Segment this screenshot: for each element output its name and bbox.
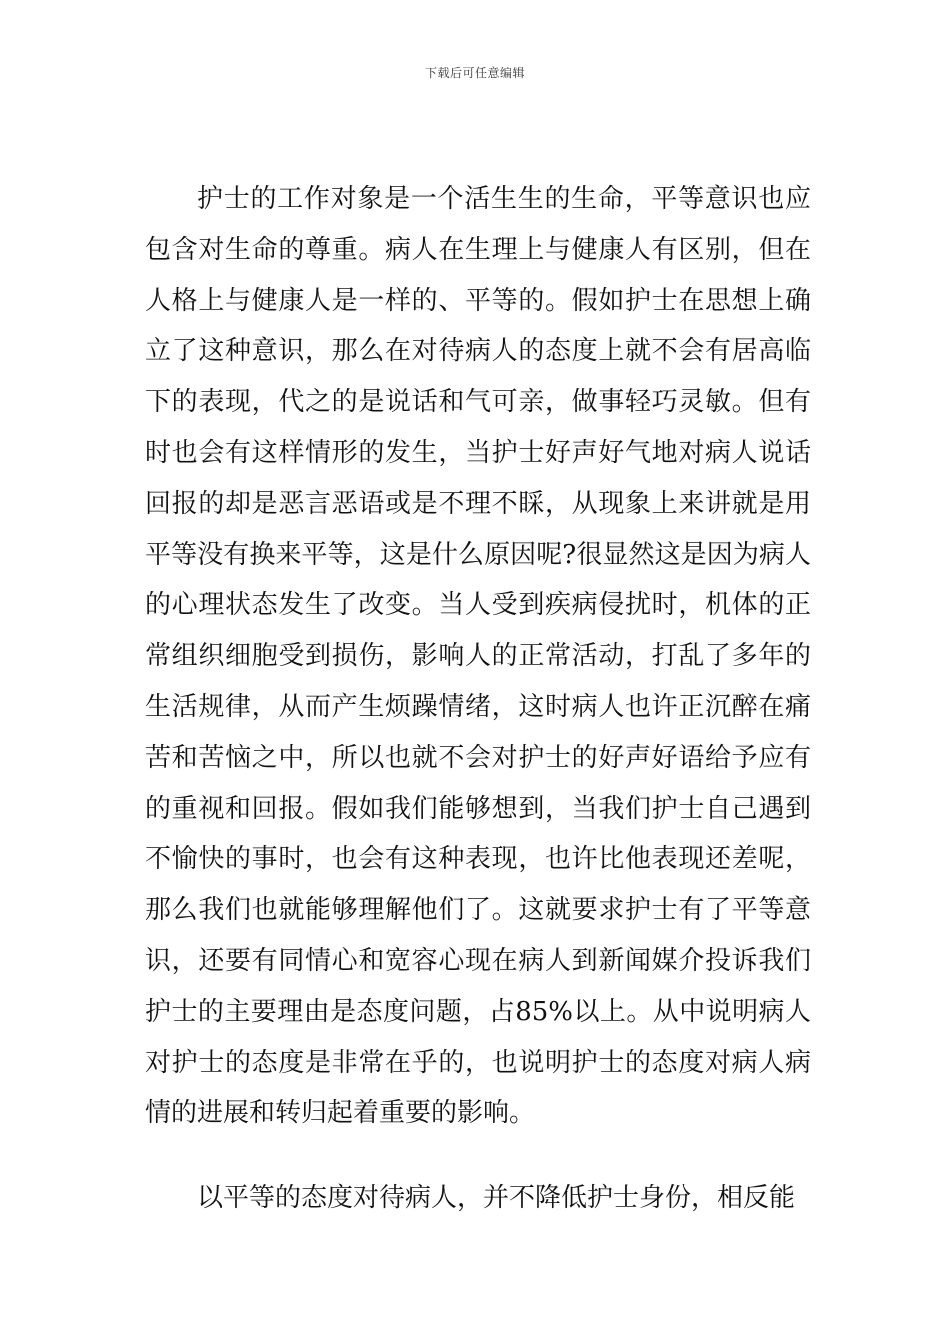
- body-paragraph-2: 以平等的态度对待病人，并不降低护士身份，相反能: [197, 1183, 796, 1213]
- page-header-note: 下载后可任意编辑: [424, 66, 525, 80]
- body-paragraph-1: 护士的工作对象是一个活生生的生命，平等意识也应包含对生命的尊重。病人在生理上与健康人有区别，但在人格上与健康人是一样的、平等的。假如护士在思想上确立了这种意识，那么在对待病人的态度上就不会有居高临下的表现，代之的是说话和气可亲，做事轻巧灵敏。但有时也会有这样情形的发生，当护士好声好气地对病人说话回报的却是恶言恶语或是不理不睬，从现象上来讲就是用平等没有换来平等，这是什么原因呢?很显然这是因为病人的心理状态发生了改变。当人受到疾病侵扰时，机体的正常组织细胞受到损伤，影响人的正常活动，打乱了多年的生活规律，从而产生烦躁情绪，这时病人也许正沉醉在痛苦和苦恼之中，所以也就不会对护士的好声好语给予应有的重视和回报。假如我们能够想到，当我们护士自己遇到不愉快的事时，也会有这种表现，也许比他表现还差呢，那么我们也就能够理解他们了。这就要求护士有了平等意识，还要有同情心和宽容心现在病人到新闻媒介投诉我们护士的主要理由是态度问题，占85%以上。从中说明病人对护士的态度是非常在乎的，也说明护士的态度对病人病情的进展和转归起着重要的影响。: [145, 184, 811, 1129]
